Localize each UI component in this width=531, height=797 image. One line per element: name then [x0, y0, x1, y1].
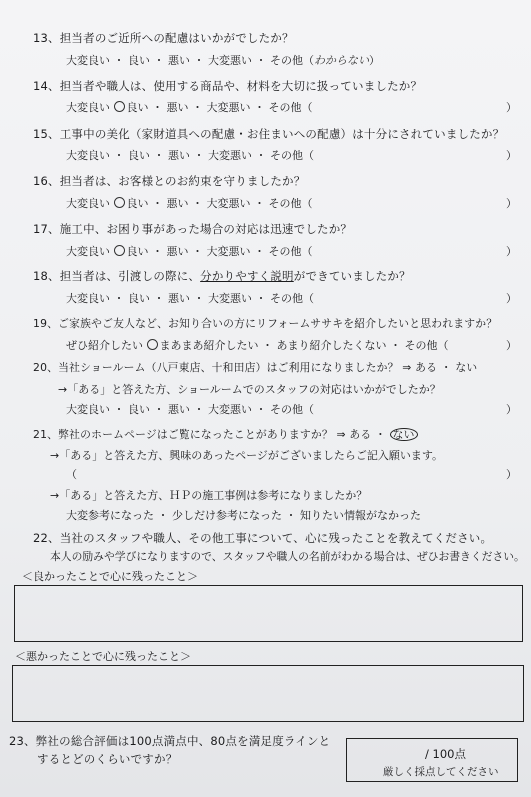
question-14-close: ） [506, 101, 517, 114]
question-14: 14、担当者や職人は、使用する商品や、材料を大切に扱っていましたか？ [33, 79, 423, 93]
question-19: 19、ご家族やご友人など、お知り合いの方にリフォームササキを紹介したいと思われますか？ [33, 317, 498, 330]
question-18-options[interactable]: 大変良い ・ 良い ・ 悪い ・ 大変悪い ・ その他（ [66, 292, 314, 305]
selected-mark-icon [114, 245, 125, 256]
question-13-handwritten-answer: わからない [313, 54, 369, 67]
question-22-text2: 本人の励みや学びになりますので、スタッフや職人の名前がわかる場合は、ぜひお書きください。 [50, 550, 525, 563]
question-21[interactable]: 21、弊社のホームページはご覧になったことがありますか？ ⇒ ある ・ ない [33, 427, 418, 442]
bad-comment-label: ＜悪かったことで心に残ったこと＞ [15, 650, 191, 663]
score-box[interactable] [346, 738, 518, 782]
question-17-options[interactable]: 大変良い 良い ・ 悪い ・ 大変悪い ・ その他（ [66, 245, 313, 258]
question-13: 13、担当者のご近所への配慮はいかがでしたか？ [33, 31, 294, 45]
selected-mark-icon [114, 101, 125, 112]
question-21-sub1: →「ある」と答えた方、興味のあったページがございましたらご記入願います。 [50, 449, 444, 462]
question-21-open-paren: （ [66, 468, 77, 481]
question-21-sub2: →「ある」と答えた方、ＨＰの施工事例は参考になりましたか？ [50, 489, 368, 502]
question-21-circled-answer: ない [390, 428, 418, 441]
question-17: 17、施工中、お困り事があった場合の対応は迅速でしたか？ [33, 222, 353, 236]
question-14-options[interactable]: 大変良い 良い ・ 悪い ・ 大変悪い ・ その他（ [66, 101, 313, 114]
score-note: 厳しく採点してください [383, 766, 499, 778]
score-suffix: / 100点 [425, 747, 466, 761]
question-20[interactable]: 20、当社ショールーム（八戸東店、十和田店）はご利用になりましたか？ ⇒ ある ・ ない [33, 361, 478, 374]
selected-mark-icon [114, 197, 125, 208]
question-15-options[interactable]: 大変良い ・ 良い ・ 悪い ・ 大変悪い ・ その他（ [66, 149, 314, 162]
question-19-close: ） [506, 339, 517, 352]
good-comment-box[interactable] [14, 585, 523, 642]
question-23: 23、弊社の総合評価は100点満点中、80点を満足度ラインと [9, 734, 331, 748]
question-20-options[interactable]: 大変良い ・ 良い ・ 悪い ・ 大変悪い ・ その他（ [66, 403, 314, 416]
question-18: 18、担当者は、引渡しの際に、分かりやすく説明ができていましたか？ [33, 269, 411, 283]
question-13-options[interactable]: 大変良い ・ 良い ・ 悪い ・ 大変悪い ・ その他（わからない） [66, 54, 380, 67]
good-comment-label: ＜良かったことで心に残ったこと＞ [22, 570, 198, 583]
question-18-close: ） [506, 292, 517, 305]
selected-mark-icon [147, 339, 158, 350]
question-21-options[interactable]: 大変参考になった ・ 少しだけ参考になった ・ 知りたい情報がなかった [66, 509, 421, 522]
question-19-options[interactable]: ぜひ紹介したい まあまあ紹介したい ・ あまり紹介したくない ・ その他（ [66, 339, 449, 352]
question-23-line2: するとどのくらいですか？ [37, 752, 178, 766]
question-15-close: ） [506, 149, 517, 162]
question-16-options[interactable]: 大変良い 良い ・ 悪い ・ 大変悪い ・ その他（ [66, 197, 313, 210]
question-20-close: ） [506, 403, 517, 416]
question-15: 15、工事中の美化（家財道具への配慮・お住まいへの配慮）は十分にされていましたか？ [33, 127, 505, 141]
question-16-close: ） [506, 197, 517, 210]
question-16: 16、担当者は、お客様とのお約束を守りましたか？ [33, 174, 306, 188]
question-21-close-paren: ） [506, 468, 517, 481]
question-20-sub: →「ある」と答えた方、ショールームでのスタッフの対応はいかがでしたか？ [58, 383, 441, 396]
question-17-close: ） [506, 245, 517, 258]
bad-comment-box[interactable] [12, 665, 524, 722]
question-22: 22、当社のスタッフや職人、その他工事について、心に残ったことを教えてください。 [33, 531, 493, 545]
